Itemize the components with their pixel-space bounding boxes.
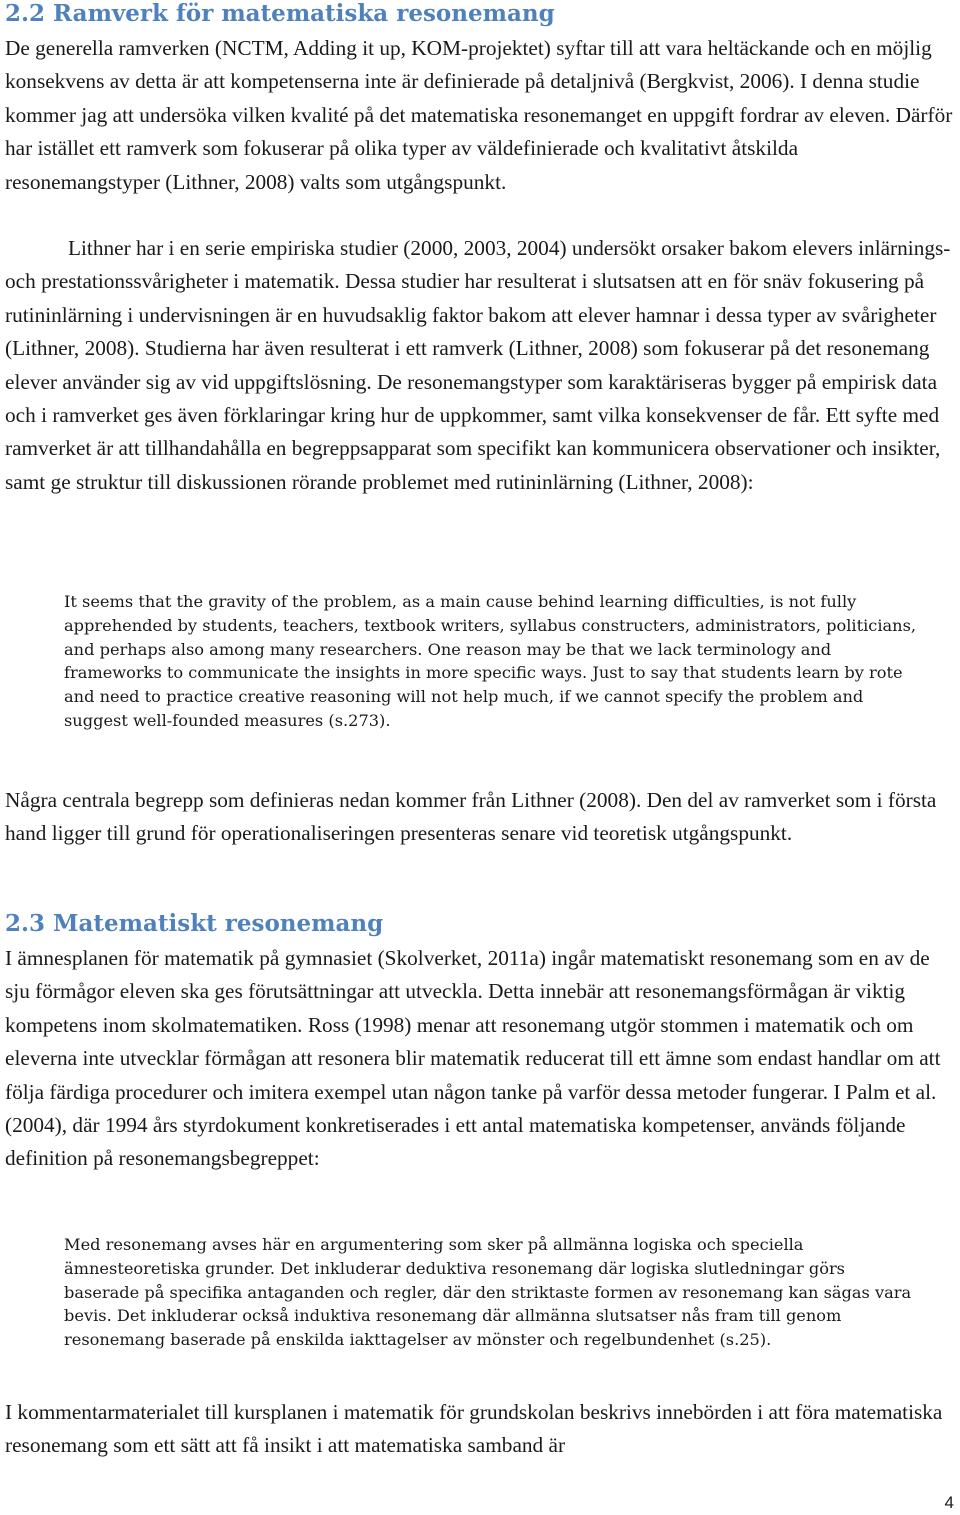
paragraph-kommentarmaterialet: I kommentarmaterialet till kursplanen i matematik för grundskolan beskrivs innebörden i att föra matematiska resonemang som ett sätt att få insikt i att matematiska samband är bbox=[5, 1400, 943, 1458]
block-quote-lithner: It seems that the gravity of the problem, as a main cause behind learning difficulties, is not fully apprehended by students, teachers, textbook writers, syllabus constructers, administrators, politicians, and perhaps also among many researchers. One reason may be that we lack terminology and frameworks to communicate the insights in more specific ways. Just to say that students learn by rote and need to practice creative reasoning will not help much, if we cannot specify the problem and suggest well-founded measures (s.273). bbox=[64, 592, 917, 730]
section-heading-ramverk: 2.2 Ramverk för matematiska resonemang bbox=[5, 0, 555, 27]
block-quote-palm: Med resonemang avses här en argumentering som sker på allmänna logiska och speciella ämnesteoretiska grunder. Det inkluderar deduktiva resonemang där logiska slutledningar görs baserade på specifika antaganden och regler, där den striktaste formen av resonemang kan sägas vara bevis. Det inkluderar också induktiva resonemang där allmänna slutsatser nås fram till genom resonemang baserade på enskilda iakttagelser av mönster och regelbundenhet (s.25). bbox=[64, 1235, 912, 1350]
paragraph-lithner-studies: Lithner har i en serie empiriska studier (2000, 2003, 2004) undersökt orsaker bakom elevers inlärnings- och prestationssvårigheter i matematik. Dessa studier har resulterat i slutsatsen att en för snäv fokusering på rutininlärning i undervisningen är en huvudsaklig faktor bakom att elever hamnar i dessa typer av svårigheter (Lithner, 2008). Studierna har även resulterat i ett ramverk (Lithner, 2008) som fokuserar på det resonemang elever använder sig av vid uppgiftslösning. De resonemangstyper som karaktäriseras bygger på empirisk data och i ramverket ges även förklaringar kring hur de uppkommer, samt vilka konsekvenser de får. Ett syfte med ramverket är att tillhandahålla en begreppsapparat som specifikt kan kommunicera observationer och insikter, samt ge struktur till diskussionen rörande problemet med rutininlärning (Lithner, 2008): bbox=[5, 236, 951, 494]
paragraph-amnesplanen: I ämnesplanen för matematik på gymnasiet (Skolverket, 2011a) ingår matematiskt resonemang som en av de sju förmågor eleven ska ges förutsättningar att utveckla. Detta innebär att resonemangsförmågan är viktig kompetens inom skolmatematiken. Ross (1998) menar att resonemang utgör stommen i matematik och om eleverna inte utvecklar förmågan att resonera blir matematik reducerat till ett ämne som endast handlar om att följa färdiga procedurer och imitera exempel utan någon tanke på varför dessa metoder fungerar. I Palm et al. (2004), där 1994 års styrdokument konkretiserades i ett antal matematiska kompetenser, används följande definition på resonemangsbegreppet: bbox=[5, 946, 941, 1171]
paragraph-central-concepts: Några centrala begrepp som definieras nedan kommer från Lithner (2008). Den del av ramverket som i första hand ligger till grund för operationaliseringen presenteras senare vid teoretisk utgångspunkt. bbox=[5, 788, 937, 846]
section-heading-matematiskt-resonemang: 2.3 Matematiskt resonemang bbox=[5, 910, 384, 937]
page-number: 4 bbox=[944, 1493, 954, 1512]
paragraph-ramverk-intro: De generella ramverken (NCTM, Adding it up, KOM-projektet) syftar till att vara heltäckande och en möjlig konsekvens av detta är att kompetenserna inte är definierade på detaljnivå (Bergkvist, 2006). I denna studie kommer jag att undersöka vilken kvalité på det matematiska resonemanget en uppgift fordrar av eleven. Därför har istället ett ramverk som fokuserar på olika typer av väldefinierade och kvalitativt åtskilda resonemangstyper (Lithner, 2008) valts som utgångspunkt. bbox=[5, 36, 953, 194]
